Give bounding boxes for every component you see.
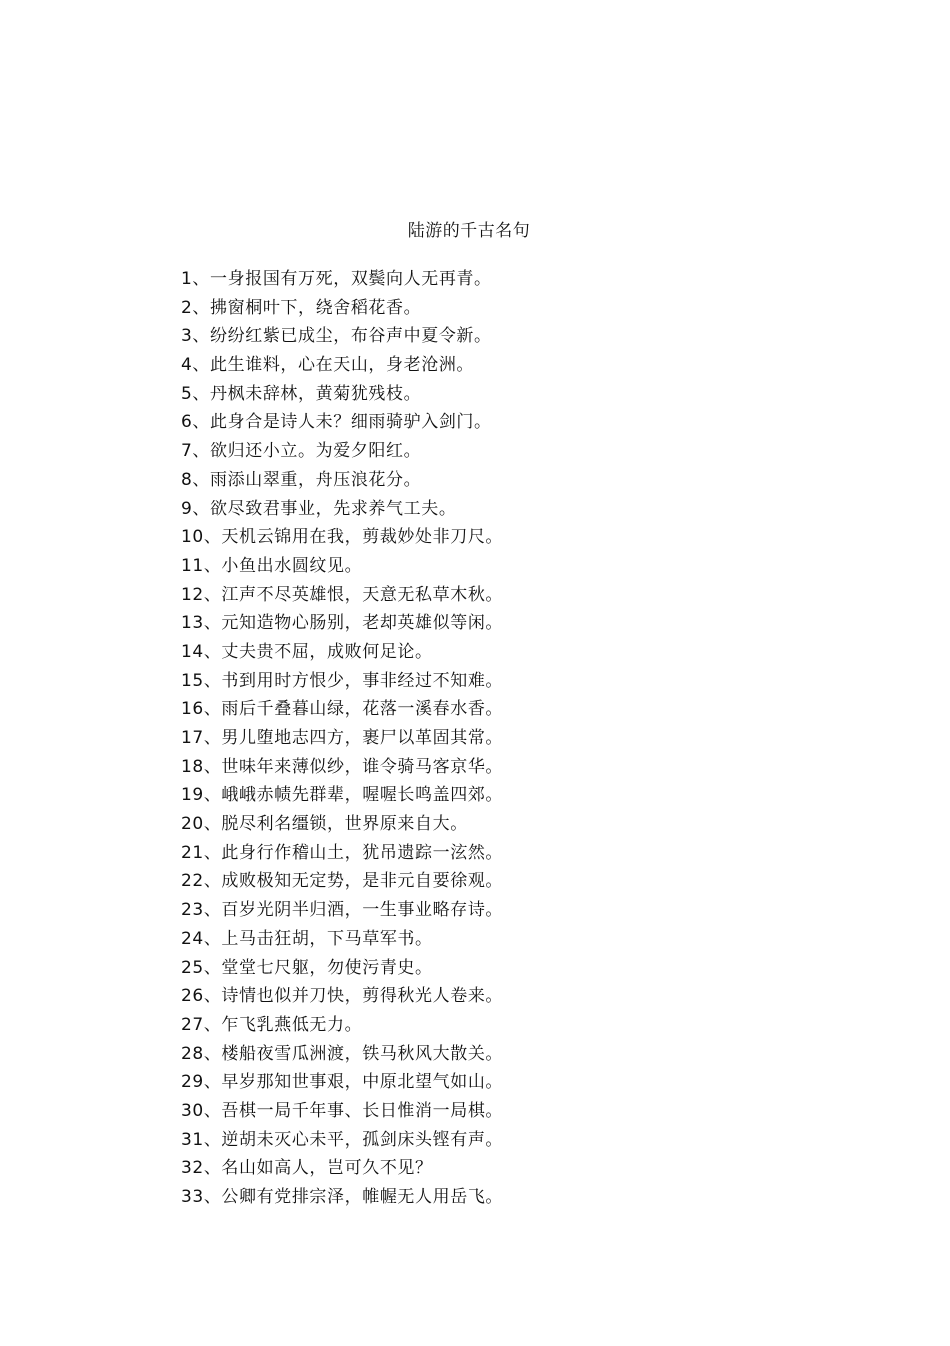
quote-item: 29、早岁那知世事艰，中原北望气如山。 [181, 1072, 504, 1093]
quote-item: 18、世味年来薄似纱，谁令骑马客京华。 [181, 756, 504, 777]
quote-item: 9、欲尽致君事业，先求养气工夫。 [181, 498, 457, 519]
quote-item: 8、雨添山翠重，舟压浪花分。 [181, 469, 422, 490]
quote-item: 20、脱尽利名缰锁，世界原来自大。 [181, 814, 468, 835]
quote-item: 7、欲归还小立。为爱夕阳红。 [181, 441, 422, 462]
quote-item: 23、百岁光阴半归酒，一生事业略存诗。 [181, 900, 504, 921]
quote-item: 24、上马击狂胡，下马草军书。 [181, 928, 433, 949]
quote-list [181, 265, 503, 1212]
quote-item: 5、丹枫未辞林，黄菊犹残枝。 [181, 383, 422, 404]
quote-item: 4、此生谁料，心在天山，身老沧洲。 [181, 355, 475, 376]
quote-item: 6、此身合是诗人未？细雨骑驴入剑门。 [181, 412, 492, 433]
quote-item: 21、此身行作稽山土，犹吊遗踪一泫然。 [181, 842, 504, 863]
quote-item: 3、纷纷红紫已成尘，布谷声中夏令新。 [181, 326, 492, 347]
quote-item: 11、小鱼出水圆纹见。 [181, 555, 363, 576]
quote-item: 2、拂窗桐叶下，绕舍稻花香。 [181, 297, 422, 318]
quote-item: 1、一身报国有万死，双鬓向人无再青。 [181, 269, 492, 289]
quote-item: 32、名山如高人，岂可久不见？ [181, 1158, 433, 1179]
quote-item: 17、男儿堕地志四方，裹尸以革固其常。 [181, 728, 504, 748]
quote-item: 33、公卿有党排宗泽，帷幄无人用岳飞。 [181, 1187, 504, 1207]
page-title: 陆游的千古名句 [407, 221, 531, 241]
quote-item: 15、书到用时方恨少，事非经过不知难。 [181, 670, 504, 691]
quote-item: 31、逆胡未灭心未平，孤剑床头铿有声。 [181, 1129, 504, 1150]
quote-item: 26、诗情也似并刀快，剪得秋光人卷来。 [181, 986, 504, 1007]
quote-item: 19、峨峨赤帻先群辈，喔喔长鸣盖四郊。 [181, 785, 504, 806]
quote-item: 12、江声不尽英雄恨，天意无私草木秋。 [181, 584, 504, 605]
quote-item: 28、楼船夜雪瓜洲渡，铁马秋风大散关。 [181, 1043, 504, 1064]
quote-item: 27、乍飞乳燕低无力。 [181, 1014, 363, 1035]
quote-item: 14、丈夫贵不屈，成败何足论。 [181, 641, 433, 662]
quote-item: 25、堂堂七尺躯，勿使污青史。 [181, 957, 433, 978]
quote-item: 22、成败极知无定势，是非元自要徐观。 [181, 871, 504, 892]
quote-item: 13、元知造物心肠别，老却英雄似等闲。 [181, 613, 504, 634]
quote-item: 16、雨后千叠暮山绿，花落一溪春水香。 [181, 699, 504, 720]
quote-item: 10、天机云锦用在我，剪裁妙处非刀尺。 [181, 527, 504, 548]
quote-item: 30、吾棋一局千年事、长日惟消一局棋。 [181, 1100, 504, 1121]
